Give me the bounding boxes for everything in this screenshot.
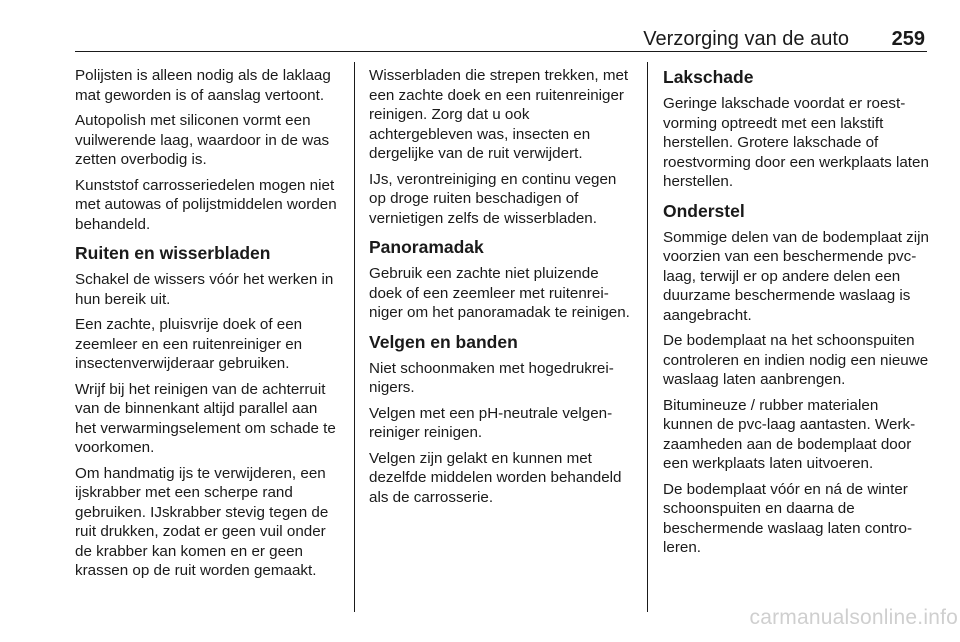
paragraph: Schakel de wissers vóór het werken in hun bereik uit. — [75, 271, 334, 308]
paragraph: Een zachte, pluisvrije doek of een zeemleer en een ruitenreiniger en insectenverwijderaar gebruiken. — [75, 316, 303, 372]
paragraph: Wrijf bij het reinigen van de achterruit van de binnenkant altijd parallel aan het verwarmingselement om schade te voorkomen. — [75, 380, 336, 456]
section-heading-onderstel: Onderstel — [663, 200, 745, 221]
paragraph: Kunststof carrosseriedelen mogen niet met autowas of polijstmiddelen worden behandeld. — [75, 176, 337, 233]
paragraph: Geringe lakschade voordat er roestvorming optreedt met een lakstift herstellen. Grotere lakschade of roestvorming door een werkplaats laten herstellen. — [663, 95, 929, 190]
page-number: 259 — [891, 28, 925, 50]
paragraph: Niet schoonmaken met hogedrukreinigers. — [369, 359, 614, 396]
column-1 — [75, 66, 341, 587]
section-heading-panoramadak: Panoramadak — [369, 237, 484, 257]
paragraph: Polijsten is alleen nodig als de laklaag mat geworden is of aanslag vertoont. — [75, 67, 331, 104]
column-2 — [369, 66, 633, 513]
paragraph: Velgen met een pH-neutrale velgenreiniger reinigen. — [369, 404, 613, 441]
paragraph: Wisserbladen die strepen trekken, met een zachte doek en een ruitenreiniger reinigen. Zorg dat u ook achtergebleven was, insecten en dergelijke van de ruit verwijdert. — [369, 67, 629, 162]
watermark: carmanualsonline.info — [749, 606, 958, 629]
header-rule — [75, 51, 927, 52]
paragraph: Sommige delen van de bodemplaat zijn voorzien van een beschermende pvc-laag, terwijl er op andere delen een duurzame beschermende waslaag is aangebracht. — [663, 228, 929, 324]
section-heading-lakschade: Lakschade — [663, 67, 754, 87]
paragraph: Velgen zijn gelakt en kunnen met dezelfde middelen worden behandeld als de carrosserie. — [369, 449, 622, 506]
section-heading-ruiten: Ruiten en wisserbladen — [75, 243, 271, 263]
paragraph: De bodemplaat na het schoonspuiten controleren en indien nodig een nieuwe waslaag laten aanbrengen. — [663, 332, 929, 388]
page-header — [75, 28, 927, 50]
paragraph: Autopolish met siliconen vormt een vuilwerende laag, waardoor in de was zetten overbodig is. — [75, 112, 330, 168]
paragraph: Om handmatig ijs te verwijderen, een ijskrabber met een scherpe rand gebruiken. IJskrabber stevig tegen de ruit drukken, zodat er geen vuil onder de krabber kan komen en er geen krassen op de ruit worden gemaakt. — [75, 464, 329, 579]
paragraph: Gebruik een zachte niet pluizende doek of een zeemleer met ruitenreiniger om het panoramadak te reinigen. — [369, 265, 630, 321]
column-divider — [354, 62, 355, 612]
section-title: Verzorging van de auto — [643, 28, 849, 50]
paragraph: Bitumineuze / rubber materialen kunnen de pvc-laag aantasten. Werkzaamheden aan de bodemplaat door een werkplaats laten uitvoeren. — [663, 396, 916, 472]
column-divider — [647, 62, 648, 612]
section-heading-velgen: Velgen en banden — [369, 331, 518, 352]
column-3 — [663, 66, 929, 564]
paragraph: De bodemplaat vóór en ná de winter schoonspuiten en daarna de beschermende waslaag laten controleren. — [663, 480, 913, 556]
paragraph: IJs, verontreiniging en continu vegen op droge ruiten beschadigen of vernietigen zelfs de wisserbladen. — [369, 170, 617, 227]
